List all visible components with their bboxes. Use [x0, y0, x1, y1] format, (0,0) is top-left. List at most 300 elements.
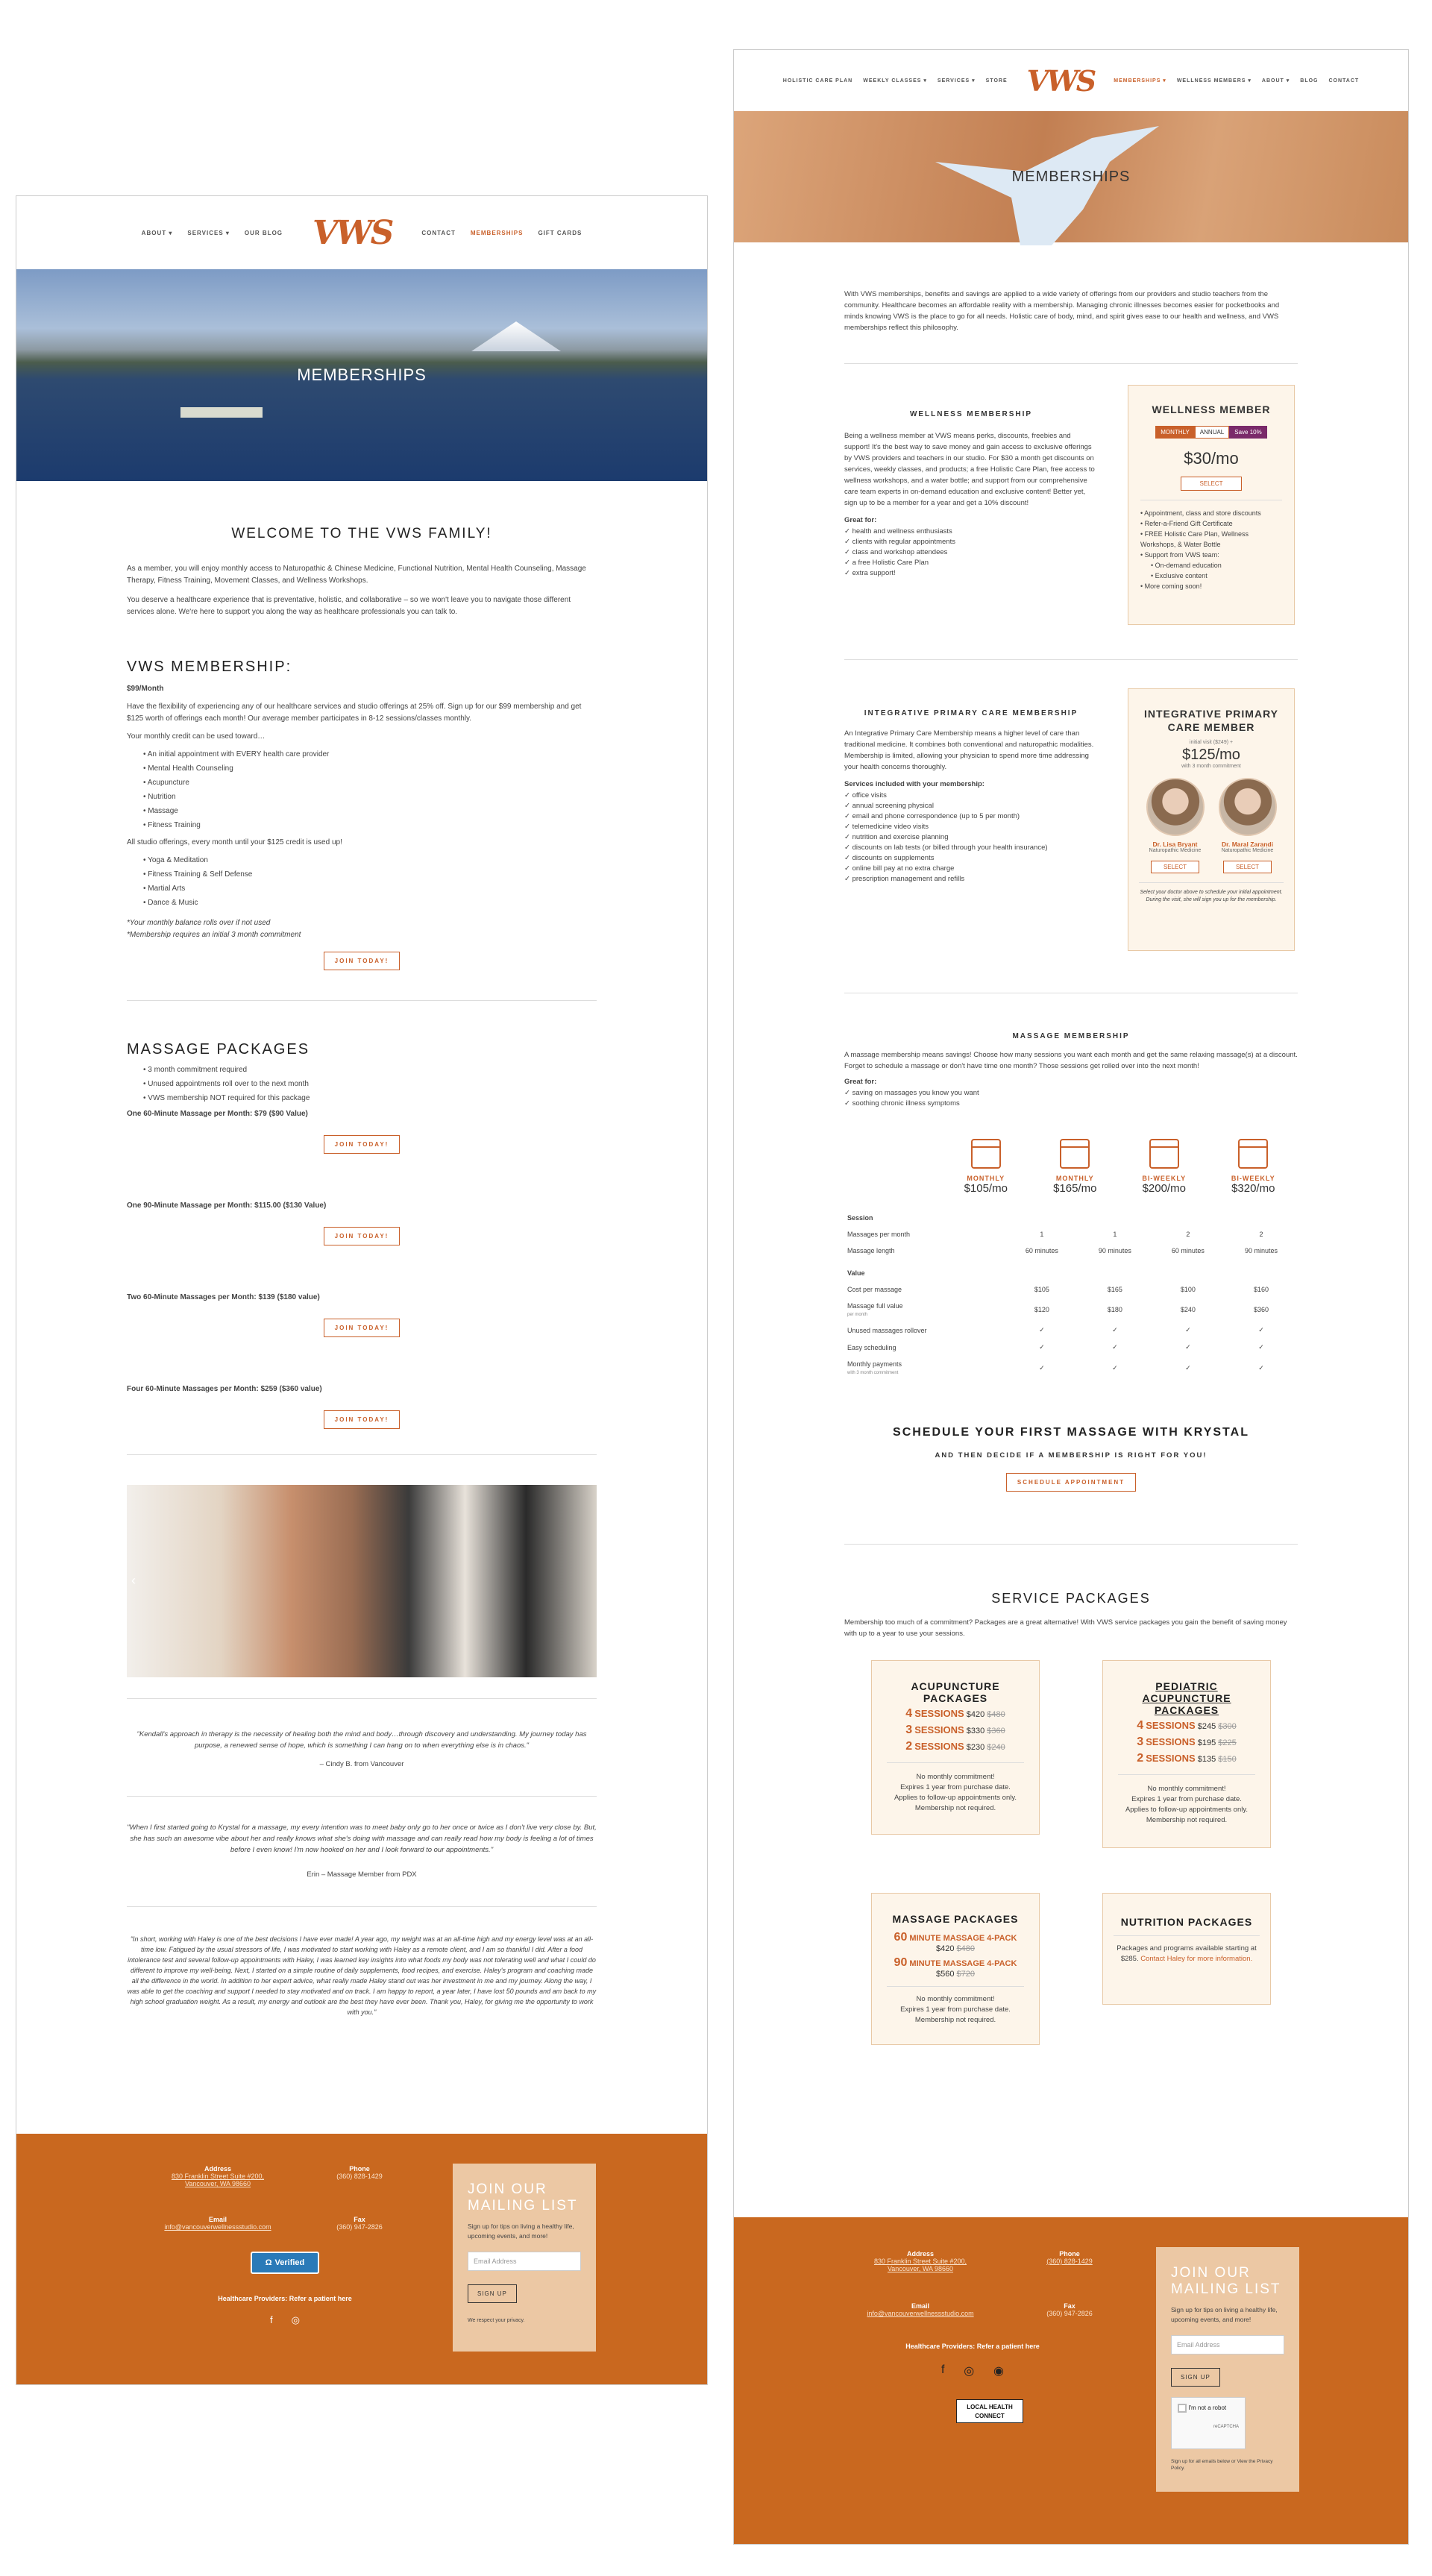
list-item: ✓ clients with regular appointments	[844, 537, 1098, 547]
email-input[interactable]: Email Address	[1171, 2335, 1284, 2354]
pkg-unit: MINUTE MASSAGE 4-PACK	[909, 1959, 1017, 1968]
pkg-price: $230	[966, 1743, 985, 1752]
nutrition-text	[1114, 1944, 1260, 1964]
vws-price: $99/Month	[127, 685, 164, 693]
plan-name: MONTHLY	[1055, 1175, 1094, 1182]
list-item: • 3 month commitment required	[143, 1063, 597, 1077]
list-item: ✓ soothing chronic illness symptoms	[844, 1099, 1298, 1109]
list-item: • Yoga & Meditation	[143, 853, 597, 867]
table-cell: ✓	[1258, 1343, 1264, 1351]
pkg-old-price: $480	[956, 1944, 976, 1953]
pkg-price: $330	[966, 1727, 985, 1735]
address[interactable]: 830 Franklin Street Suite #200, Vancouver, WA 98660	[873, 2258, 967, 2272]
table-cell: ✓	[1258, 1363, 1264, 1372]
table-cell: ✓	[1039, 1326, 1045, 1333]
instagram-icon[interactable]: ◎	[964, 2365, 975, 2378]
left-header	[16, 196, 707, 269]
list-item: ✓ nutrition and exercise planning	[844, 832, 1098, 843]
fax: (360) 947-2826	[336, 2223, 383, 2231]
table-cell: ✓	[1258, 1326, 1264, 1333]
nav-blog[interactable]: OUR BLOG	[244, 229, 283, 236]
plan-price: $105/mo	[964, 1182, 1008, 1195]
pkg-price: $195	[1197, 1738, 1216, 1747]
list-item: ✓ class and workshop attendees	[844, 547, 1098, 558]
privacy-note: We respect your privacy.	[468, 2318, 525, 2323]
pkg-note: Membership not required.	[914, 1804, 996, 1812]
ipc-text: An Integrative Primary Care Membership means a higher level of care than traditional medicine. It combines both conventional and naturopathic modalities. Membership is limited, allowing your physician to spend more time addressing your health concerns thoroughly.	[844, 729, 1094, 771]
nav-memberships[interactable]: MEMBERSHIPS ▾	[1114, 78, 1166, 84]
list-item: • VWS membership NOT required for this package	[143, 1091, 597, 1105]
table-row	[844, 1356, 1298, 1380]
fax: (360) 947-2826	[1046, 2310, 1093, 2317]
nav-about[interactable]: ABOUT ▾	[141, 229, 173, 236]
privacy-note[interactable]: Sign up for all emails below or View the Privacy Policy.	[1171, 2459, 1273, 2471]
table-row	[844, 1298, 1298, 1322]
sign-up-button[interactable]: SIGN UP	[468, 2284, 517, 2303]
phone-label: Phone	[1059, 2250, 1080, 2258]
pkg-unit: SESSIONS	[1146, 1736, 1196, 1747]
plan-price: $320/mo	[1231, 1182, 1275, 1195]
pkg-note: Membership not required.	[914, 2016, 996, 2024]
pkg-count: 3	[1137, 1735, 1144, 1748]
vws-title: VWS MEMBERSHIP:	[127, 659, 292, 675]
pkg-title: ACUPUNCTURE PACKAGES	[911, 1680, 1000, 1704]
massage-rules	[143, 1063, 597, 1105]
divider	[844, 659, 1298, 660]
schedule-subtitle: AND THEN DECIDE IF A MEMBERSHIP IS RIGHT FOR YOU!	[935, 1451, 1208, 1460]
list-item: • An initial appointment with EVERY health care provider	[143, 747, 597, 761]
ipc-price: $125/mo	[1182, 747, 1240, 763]
pkg-row	[1111, 1735, 1263, 1749]
wellness-price: $30/mo	[1184, 449, 1239, 468]
recaptcha-brand: reCAPTCHA	[1213, 2425, 1239, 2429]
schedule-appointment-button[interactable]: SCHEDULE APPOINTMENT	[1006, 1473, 1136, 1492]
table-cell	[844, 1356, 1005, 1380]
pkg-old-price: $300	[1218, 1722, 1237, 1731]
table-cell: ✓	[1112, 1326, 1118, 1333]
ipc-card	[1128, 688, 1295, 951]
doctor-1-role: Naturopathic Medicine	[1149, 848, 1202, 853]
instagram-icon[interactable]: ◎	[291, 2314, 300, 2325]
table-cell	[844, 1298, 1005, 1322]
list-item: • Dance & Music	[143, 896, 597, 910]
list-item: ✓ email and phone correspondence (up to 5 per month)	[844, 811, 1098, 822]
vws-note1: *Your monthly balance rolls over if not used	[127, 919, 271, 927]
divider	[127, 1796, 597, 1797]
pkg-note: Membership not required.	[1146, 1816, 1228, 1824]
captcha-checkbox[interactable]	[1178, 2404, 1187, 2413]
divider	[1139, 882, 1284, 883]
pkg-note: No monthly commitment!	[916, 1995, 995, 2003]
row-label: Monthly payments	[847, 1360, 902, 1368]
table-cell: $240	[1180, 1306, 1196, 1313]
plan-column[interactable]	[1209, 1139, 1298, 1195]
table-cell: ✓	[1039, 1343, 1045, 1351]
vws-note2: *Membership requires an initial 3 month commitment	[127, 931, 301, 939]
ipc-section	[844, 688, 1298, 951]
calendar-icon	[1149, 1139, 1179, 1169]
table-row	[844, 1226, 1298, 1243]
list-item: ✓ office visits	[844, 791, 1098, 801]
massage-photo	[127, 1485, 597, 1677]
table-cell: 60 minutes	[1025, 1247, 1058, 1254]
verified-label: Verified	[274, 2258, 305, 2267]
list-item: • Nutrition	[143, 790, 597, 804]
wellness-select-button[interactable]: SELECT	[1181, 477, 1241, 491]
table-cell: 2	[1259, 1231, 1263, 1238]
pkg-unit: SESSIONS	[914, 1708, 964, 1719]
nav-blog[interactable]: BLOG	[1300, 78, 1319, 84]
nav-store[interactable]: STORE	[985, 78, 1008, 84]
value-label: Value	[847, 1269, 865, 1277]
table-cell: 2	[1186, 1231, 1190, 1238]
row-label: Massage full value	[847, 1302, 903, 1310]
list-item: • Fitness Training	[143, 818, 597, 832]
vws-p2: Your monthly credit can be used toward…	[127, 732, 266, 741]
list-item: ✓ saving on massages you know you want	[844, 1088, 1298, 1099]
list-item: ✓ prescription management and refills	[844, 874, 1098, 885]
divider	[127, 1000, 597, 1001]
logo[interactable]: VWS	[313, 213, 392, 252]
providers-link[interactable]: Healthcare Providers: Refer a patient here	[905, 2343, 1040, 2350]
pkg-count: 2	[905, 1740, 913, 1753]
table-cell: $360	[1253, 1306, 1269, 1313]
massage-item-2: One 90-Minute Massage per Month: $115.00 ($130 Value)	[127, 1201, 327, 1210]
plan-column[interactable]	[941, 1139, 1031, 1195]
fax-label: Fax	[354, 2216, 365, 2223]
join-today-button[interactable]: JOIN TODAY!	[324, 1135, 401, 1154]
pkg-note: Expires 1 year from purchase date.	[1131, 1795, 1242, 1803]
testimonial-2-author: Erin – Massage Member from PDX	[307, 1870, 417, 1879]
testimonial-3: "In short, working with Haley is one of the best decisions I have ever made! A year ago, my weight was at an all-time high and my energy level was at an all-time low. Fatigued by the usual stressors of life, I was motivated to start working with Haley as a remote client, and I am so thankful I did. After a food intolerance test and several follow-up appointments with Haley, I was learned key insights into what foods my body was not tolerating well and what I could do different to improve my well-being. Next, I started on a simple routine of daily supplements, food recipes, and exercise. Haley's program and coaching made all the difference in the world. In addition to her expert advice, what really made Haley stand out was her investment in me and my journey. Along the way, I was able to get the coaching and support I needed to stay motivated and on track. I am happy to report, a year later, I have lost 50 pounds and am back to my high school graduation weight. As a result, my energy and outlook are the best they have ever been. Thank you, Haley, for giving me the opportunity to work with you."	[127, 1935, 597, 2016]
table-cell: ✓	[1112, 1363, 1118, 1372]
plan-name: BI-WEEKLY	[1142, 1175, 1187, 1182]
pkg-title: PEDIATRIC ACUPUNCTURE PACKAGES	[1142, 1680, 1231, 1716]
nav-wellness-members[interactable]: WELLNESS MEMBERS ▾	[1176, 78, 1252, 84]
testimonial-2: "When I first started going to Krystal for a massage, my every intention was to meet baby only go to her once or twice as I don't live very close by. But, she has such an awesome vibe about her and really knows what she's doing with massage and can really read how my body is feeling a lot of times before I even know! I'm now hooked on her and I look forward to our appointments."	[127, 1823, 597, 1854]
service-packages-title: SERVICE PACKAGES	[991, 1591, 1151, 1606]
list-item: • Massage	[143, 804, 597, 818]
recaptcha-box[interactable]	[1171, 2397, 1246, 2449]
right-nav-left	[783, 78, 1008, 84]
wellness-card	[1128, 385, 1295, 625]
pkg-row	[879, 1931, 1031, 1953]
bird-shape	[935, 126, 1159, 245]
providers-link[interactable]: Healthcare Providers: Refer a patient here	[218, 2295, 352, 2302]
ipc-title: INTEGRATIVE PRIMARY CARE MEMBERSHIP	[864, 709, 1078, 717]
mailing-list-title: JOIN OUR MAILING LIST	[1171, 2265, 1281, 2297]
divider	[1114, 1935, 1260, 1936]
nutrition-desc: Packages and programs available starting at $285.	[1117, 1944, 1257, 1963]
plan-name: BI-WEEKLY	[1231, 1175, 1275, 1182]
list-item: ✓ discounts on lab tests (or billed through your health insurance)	[844, 843, 1098, 853]
email[interactable]: info@vancouverwellnessstudio.com	[867, 2310, 974, 2317]
ipc-card-sub2: with 3 month commitment	[1181, 764, 1241, 769]
mailing-list-text: Sign up for tips on living a healthy life, upcoming events, and more!	[468, 2222, 574, 2240]
hero-title: MEMBERSHIPS	[297, 365, 427, 384]
pkg-row	[879, 1956, 1031, 1979]
join-today-button[interactable]: JOIN TODAY!	[324, 1319, 401, 1337]
divider	[844, 1544, 1298, 1545]
list-item: ✓ online bill pay at no extra charge	[844, 864, 1098, 874]
table-cell: ✓	[1112, 1343, 1118, 1351]
monthly-tab[interactable]: MONTHLY	[1155, 426, 1195, 439]
right-header	[734, 50, 1408, 111]
join-today-button[interactable]: JOIN TODAY!	[324, 1410, 401, 1429]
massage-membership-list	[844, 1088, 1298, 1109]
nav-contact[interactable]: CONTACT	[421, 229, 456, 236]
list-item: ✓ annual screening physical	[844, 801, 1098, 811]
pkg-note: Expires 1 year from purchase date.	[900, 1783, 1011, 1791]
row-sublabel: with 3 month commitment	[847, 1371, 899, 1375]
pkg-price: $420	[935, 1944, 955, 1953]
pkg-note: No monthly commitment!	[916, 1773, 995, 1781]
wellness-section	[844, 385, 1298, 625]
table-cell: $160	[1253, 1286, 1269, 1293]
list-item: • Acupuncture	[143, 776, 597, 790]
join-today-button[interactable]: JOIN TODAY!	[324, 952, 401, 970]
pkg-title: NUTRITION PACKAGES	[1120, 1916, 1253, 1928]
list-item: • Mental Health Counseling	[143, 761, 597, 776]
plan-column[interactable]	[1119, 1139, 1209, 1195]
vws-list2	[143, 853, 597, 910]
table-cell: ✓	[1185, 1326, 1191, 1333]
nav-gift-cards[interactable]: GIFT CARDS	[538, 229, 582, 236]
doctor-2-select-button[interactable]: SELECT	[1223, 861, 1272, 873]
list-item: ✓ extra support!	[844, 568, 1098, 579]
pkg-unit: SESSIONS	[914, 1741, 964, 1752]
pier-shape	[180, 407, 263, 418]
doctor-photo-1[interactable]	[1146, 778, 1205, 836]
massage-plans	[941, 1139, 1298, 1195]
mountain-shape	[471, 321, 561, 351]
pkg-title: MASSAGE PACKAGES	[892, 1913, 1019, 1925]
table-cell: $100	[1180, 1286, 1196, 1293]
mailing-list-box	[1156, 2247, 1299, 2492]
welcome-p2: You deserve a healthcare experience that is preventative, holistic, and collaborative – so we won't leave you to navigate those different services alone. We're here to support you along the way as healthcare professionals you can talk to.	[127, 596, 571, 616]
ipc-card-sub: initial visit ($249) +	[1189, 740, 1234, 745]
hero-title: MEMBERSHIPS	[1011, 168, 1131, 185]
massage-packages-title: MASSAGE PACKAGES	[127, 1041, 310, 1058]
nav-about[interactable]: ABOUT ▾	[1261, 78, 1290, 84]
acupuncture-package-card[interactable]	[871, 1660, 1040, 1835]
doctor-2-name[interactable]: Dr. Maral Zarandi	[1222, 841, 1273, 848]
service-packages-text: Membership too much of a commitment? Packages are a great alternative! With VWS service packages you gain the benefit of saving money with up to a year to use your sessions.	[844, 1618, 1287, 1638]
massage-comparison-table	[844, 1210, 1298, 1380]
vws-list1	[143, 747, 597, 832]
pkg-count: 4	[905, 1707, 913, 1720]
plan-name: MONTHLY	[967, 1175, 1005, 1182]
fax-label: Fax	[1064, 2302, 1075, 2310]
pkg-count: 3	[905, 1724, 913, 1736]
nav-services[interactable]: SERVICES ▾	[187, 229, 230, 236]
address[interactable]: 830 Franklin Street Suite #200, Vancouver, WA 98660	[171, 2173, 265, 2187]
list-item: ✓ telemedicine video visits	[844, 822, 1098, 832]
pkg-unit: SESSIONS	[914, 1724, 964, 1735]
row-sublabel: per month	[847, 1313, 868, 1317]
pkg-count: 90	[894, 1956, 908, 1969]
calendar-icon	[1060, 1139, 1090, 1169]
left-nav-right	[421, 230, 582, 236]
massage-package-card[interactable]	[871, 1893, 1040, 2045]
pkg-note: Applies to follow-up appointments only.	[1125, 1806, 1249, 1814]
verified-icon: Ω	[265, 2258, 272, 2267]
pkg-row	[879, 1724, 1031, 1737]
table-cell: ✓	[1185, 1363, 1191, 1372]
table-cell: Massages per month	[847, 1231, 911, 1238]
right-nav-right	[1114, 78, 1359, 84]
table-cell: 1	[1113, 1231, 1117, 1238]
carousel-prev-icon[interactable]: ‹	[131, 1573, 136, 1588]
plan-column[interactable]	[1031, 1139, 1120, 1195]
social-icons	[941, 2363, 1004, 2378]
pkg-old-price: $150	[1218, 1755, 1237, 1764]
massage-membership-title: MASSAGE MEMBERSHIP	[1012, 1032, 1130, 1040]
table-cell: $165	[1107, 1286, 1122, 1293]
left-footer	[16, 2134, 707, 2385]
pkg-unit: SESSIONS	[1146, 1720, 1196, 1731]
pkg-note: Expires 1 year from purchase date.	[900, 2005, 1011, 2014]
mailing-list-text: Sign up for tips on living a healthy life, upcoming events, and more!	[1171, 2306, 1278, 2323]
welcome-p1: As a member, you will enjoy monthly access to Naturopathic & Chinese Medicine, Functional Nutrition, Mental Health Counseling, Massage Therapy, Fitness Training, Movement Classes, and Wellness Workshops.	[127, 565, 586, 585]
nav-weekly-classes[interactable]: WEEKLY CLASSES ▾	[863, 78, 927, 84]
list-item: • Unused appointments roll over to the next month	[143, 1077, 597, 1091]
schedule-title: SCHEDULE YOUR FIRST MASSAGE WITH KRYSTAL	[893, 1426, 1249, 1439]
sign-up-button[interactable]: SIGN UP	[1171, 2368, 1220, 2387]
pkg-row	[879, 1740, 1031, 1753]
left-content	[16, 526, 707, 2017]
pkg-row	[1111, 1719, 1263, 1732]
email-label: Email	[208, 2216, 227, 2223]
divider	[127, 1454, 597, 1455]
vws-p3: All studio offerings, every month until your $125 credit is used up!	[127, 838, 342, 846]
left-page-screenshot	[16, 195, 708, 2385]
logo[interactable]: VWS	[1026, 63, 1095, 98]
left-hero	[16, 269, 707, 481]
ipc-list	[844, 791, 1098, 885]
divider	[127, 1698, 597, 1699]
divider	[844, 363, 1298, 364]
list-item: • FREE Holistic Care Plan, Wellness Workshops, & Water Bottle	[1140, 529, 1282, 550]
pkg-old-price: $225	[1218, 1738, 1237, 1747]
mailing-list-title: JOIN OUR MAILING LIST	[468, 2181, 578, 2214]
wellness-great-for: Great for:	[844, 516, 877, 524]
table-cell: Easy scheduling	[847, 1343, 896, 1351]
table-cell: 90 minutes	[1244, 1247, 1278, 1254]
wellness-card-title: WELLNESS MEMBER	[1152, 403, 1271, 415]
right-content	[734, 289, 1408, 2045]
ipc-services-label: Services included with your membership:	[844, 780, 984, 788]
plan-price: $165/mo	[1053, 1182, 1097, 1195]
verified-badge[interactable]	[251, 2252, 319, 2274]
contact-haley-link[interactable]: Contact Haley for more information.	[1140, 1955, 1253, 1963]
calendar-icon	[971, 1139, 1001, 1169]
pkg-row	[1111, 1752, 1263, 1765]
address-label: Address	[204, 2165, 231, 2173]
nav-memberships[interactable]: MEMBERSHIPS	[470, 229, 524, 236]
pkg-count: 2	[1137, 1752, 1144, 1765]
list-item: ✓ discounts on supplements	[844, 853, 1098, 864]
local-health-connect-badge[interactable]: LOCAL HEALTH CONNECT	[956, 2399, 1023, 2423]
table-row	[844, 1281, 1298, 1298]
social-icons	[270, 2314, 300, 2326]
divider	[127, 1906, 597, 1907]
wellness-list	[844, 527, 1098, 579]
list-item: • Fitness Training & Self Defense	[143, 867, 597, 882]
right-footer	[734, 2217, 1408, 2545]
email-input[interactable]: Email Address	[468, 2252, 581, 2271]
list-item: ✓ health and wellness enthusiasts	[844, 527, 1098, 537]
testimonial-1: "Kendall's approach in therapy is the necessity of healing both the mind and body…through discovery and understanding. My journey today has purpose, a renewed sense of hope, which is something I can hang on to when everything else is in chaos."	[136, 1730, 587, 1750]
ipc-note: Select your doctor above to schedule your initial appointment. During the visit, she will sign you up for the membership.	[1140, 890, 1283, 902]
left-nav-left	[142, 230, 283, 236]
list-item: • Refer-a-Friend Gift Certificate	[1140, 518, 1282, 529]
doctor-1-select-button[interactable]: SELECT	[1151, 861, 1199, 873]
address-label: Address	[906, 2250, 934, 2258]
nutrition-package-card[interactable]	[1102, 1893, 1271, 2005]
pkg-old-price: $480	[987, 1710, 1005, 1719]
pkg-old-price: $720	[956, 1970, 976, 1979]
massage-membership-text: A massage membership means savings! Choose how many sessions you want each month and get the same relaxing massage(s) at a discount. Forget to schedule a massage or don't have time one month? Those sessions get rolled over into the next month!	[844, 1051, 1298, 1070]
doctor-photo-2[interactable]	[1219, 778, 1277, 836]
massage-great-for: Great for:	[844, 1078, 877, 1086]
table-cell: ✓	[1039, 1363, 1045, 1372]
pkg-old-price: $240	[987, 1743, 1005, 1752]
doctor-2-role: Naturopathic Medicine	[1221, 848, 1274, 853]
list-item: • Appointment, class and store discounts	[1140, 508, 1282, 518]
pkg-price: $420	[966, 1710, 985, 1719]
vws-p1: Have the flexibility of experiencing any of our healthcare services and studio offerings at 25% off. Sign up for our $99 membership and get $125 worth of offerings each month! Our average member participates in 8-12 sessions/classes monthly.	[127, 703, 582, 723]
annual-tab[interactable]: ANNUAL	[1195, 426, 1229, 439]
email[interactable]: info@vancouverwellnessstudio.com	[164, 2223, 271, 2231]
welcome-title: WELCOME TO THE VWS FAMILY!	[231, 526, 492, 541]
facebook-icon[interactable]: f	[270, 2314, 273, 2325]
ipc-card-title: INTEGRATIVE PRIMARY CARE MEMBER	[1143, 708, 1278, 733]
table-cell: Cost per massage	[847, 1286, 902, 1293]
table-cell: $180	[1107, 1306, 1122, 1313]
list-item: • Support from VWS team:	[1140, 550, 1282, 560]
join-today-button[interactable]: JOIN TODAY!	[324, 1227, 401, 1245]
wellness-title: WELLNESS MEMBERSHIP	[909, 410, 1033, 418]
table-cell: 90 minutes	[1098, 1247, 1131, 1254]
facebook-icon[interactable]: f	[941, 2363, 945, 2376]
right-page-screenshot	[733, 49, 1409, 2545]
right-hero	[734, 111, 1408, 242]
massage-item-1: One 60-Minute Massage per Month: $79 ($90 Value)	[127, 1110, 308, 1118]
table-cell: $120	[1034, 1306, 1049, 1313]
pkg-price: $135	[1197, 1755, 1216, 1764]
pkg-note: No monthly commitment!	[1147, 1785, 1226, 1793]
session-label: Session	[847, 1214, 873, 1222]
divider	[887, 1986, 1024, 1987]
pediatric-acupuncture-package-card[interactable]	[1102, 1660, 1271, 1848]
nav-contact[interactable]: CONTACT	[1328, 78, 1360, 84]
doctor-1-name[interactable]: Dr. Lisa Bryant	[1152, 841, 1198, 848]
save-badge: Save 10%	[1229, 426, 1266, 439]
phone[interactable]: (360) 828-1429	[336, 2173, 383, 2180]
table-cell: 60 minutes	[1171, 1247, 1205, 1254]
table-row	[844, 1243, 1298, 1259]
spotify-icon[interactable]: ◉	[993, 2365, 1004, 2378]
nav-holistic-care[interactable]: HOLISTIC CARE PLAN	[782, 78, 853, 84]
pkg-row	[879, 1707, 1031, 1721]
pkg-count: 4	[1137, 1719, 1144, 1732]
table-row	[844, 1322, 1298, 1339]
nav-services[interactable]: SERVICES ▾	[937, 78, 976, 84]
phone[interactable]: (360) 828-1429	[1046, 2258, 1093, 2265]
testimonial-1-author: – Cindy B. from Vancouver	[319, 1760, 404, 1768]
table-cell: $105	[1034, 1286, 1049, 1293]
